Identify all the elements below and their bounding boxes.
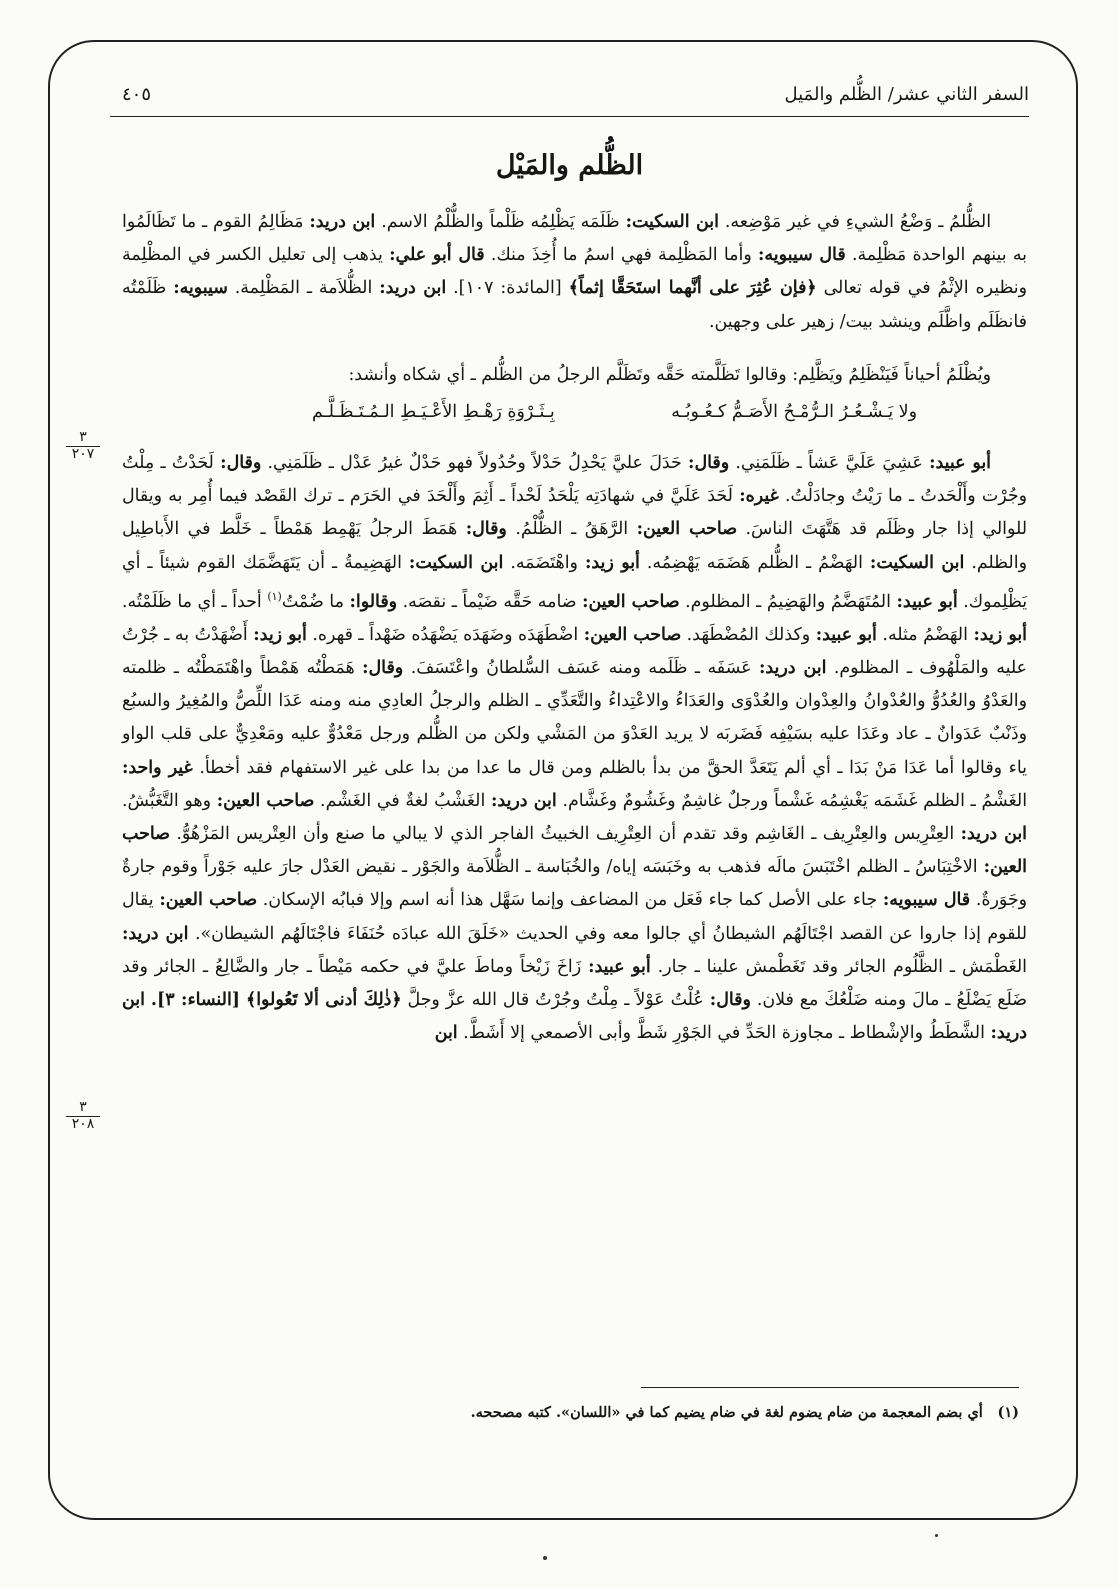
source-name: قال أبو علي: bbox=[389, 245, 485, 266]
text-run: الرَّهَقُ ـ الظُّلْمُ. bbox=[515, 519, 629, 540]
text-run: أحداً ـ أي ما ظَلَمْتُه. bbox=[122, 591, 262, 612]
text-run: هَمَطَ الرجلُ يَهْمِط هَمْطاً ـ خَلَّط في الأَباطِيل والظلم. bbox=[122, 519, 1027, 573]
text-run: الغَطْمَش ـ الظَّلُوم الجائر وقد تَغَطْمش علينا ـ جار. bbox=[657, 956, 1027, 977]
source-name: قال سيبويه: bbox=[758, 245, 846, 266]
paragraph-2: ويُظْلَمُ أحياناً فَيَنْظَلِمُ ويَظَّلِم: وقالوا تَظَلَّمته حَقَّه وتَظَلَّم الرجلُ من الظُّلم ـ أي شكاه وأنشد: bbox=[348, 364, 991, 385]
quran-reference: [النساء: ٣]. bbox=[150, 990, 241, 1011]
source-name: صاحب العين: bbox=[216, 790, 315, 811]
source-name: أبو زيد: bbox=[973, 624, 1027, 645]
margin-reference-1 bbox=[66, 430, 100, 462]
text-run: عَشِيَ عَلَيَّ عَشاً ـ ظَلَمَنِي. bbox=[735, 453, 923, 474]
footnote-number: (١) bbox=[997, 1404, 1019, 1421]
footnote-rule bbox=[641, 1387, 1019, 1388]
source-name: أبو عبيد: bbox=[929, 453, 991, 474]
text-run: هَمَطْتُه هَمْطاً واهْتَمَطْتُه ـ ظلمته والعَدْوُ والعُدُوُّ والعُدْوانُ والعِدْوان والعُدْوَى والعَدَاءُ والاعْتِداءُ والتَّعَدِّي ـ الظلم والرجلُ العادِي منه ومنه عَدَا اللِّصُّ والمُغِيرُ والسبُع وذَنْبٌ عَدَوانٌ ـ عاد وعَدَا عليه بسَيْفِه فَضَربَه لا يريد العَدْوَ من المَشْي ولكن من الظُّلم ورجل مَعْدُوٌّ عليه ومَعْدِيٌّ على قلب الواو ياء وقالوا أما عَدَا مَنْ بَدَا ـ أي ألم يَتَعَدَّ الحقَّ من بدأ بالظلم ومن قال ما عدا من بدا على غير الاستفهام فقد أخطأ. bbox=[122, 658, 1028, 778]
source-name: غيره: bbox=[739, 486, 779, 507]
source-name: صاحب العين: bbox=[636, 519, 737, 540]
source-name: ابن دريد: bbox=[491, 790, 557, 811]
source-name: قال سيبويه: bbox=[882, 890, 971, 911]
header-rule bbox=[110, 116, 1029, 117]
text-run: الهَضْمُ مثله. bbox=[882, 624, 968, 645]
source-name: ابن دريد: bbox=[309, 212, 376, 232]
source-name: وقال: bbox=[709, 990, 751, 1011]
text-run: وهو التَّغَبُّشُ. bbox=[122, 790, 211, 811]
footnote-text: أي بضم المعجمة من ضام يضوم لغة في ضام يضيم كما في «اللسان». كتبه مصححه. bbox=[470, 1404, 983, 1421]
text-run: المُتَهَضَّمُ والهَضِيمُ ـ المظلوم. bbox=[685, 591, 891, 612]
margin-ref-volume: ٣ bbox=[66, 1100, 100, 1117]
text-run: الهَضْمُ ـ الظُّلم هَضَمَه يَهْضِمُه. bbox=[646, 552, 863, 573]
text-run: حَدَلَ عليَّ يَحْدِلُ حَدْلاً وحُدُولاً فهو حَدْلٌ غيرُ عَدْل ـ ظَلَمَنِي. bbox=[267, 453, 682, 474]
source-name: أبو عبيد: bbox=[815, 624, 877, 645]
source-name: وقالوا: bbox=[349, 591, 398, 612]
text-run: الهَضِيمةُ ـ أن يَتَهَضَّمَك القوم شيئاً ـ أي يَظْلِموك. bbox=[122, 552, 1028, 612]
margin-reference-2 bbox=[66, 1100, 100, 1132]
margin-ref-page: ٢٠٧ bbox=[71, 446, 95, 462]
margin-ref-page: ٢٠٨ bbox=[71, 1116, 95, 1132]
scan-speck bbox=[543, 1556, 547, 1560]
source-name: وقال: bbox=[362, 658, 404, 679]
source-name: ابن السكيت: bbox=[869, 552, 965, 573]
paragraph-3 bbox=[122, 447, 1027, 1050]
source-name: صاحب العين: bbox=[159, 890, 257, 911]
text-run: وكذلك المُضْطَهَد. bbox=[686, 624, 811, 645]
text-run: الشَّطَطُ والإشْطاط ـ مجاوزة الحَدِّ في الجَوْرِ شَطَّ وأبى الأصمعي إلا أَشَطَّ. bbox=[463, 1023, 985, 1044]
source-name: ابن دريد: bbox=[758, 658, 827, 679]
text-run: الاخْتِبَاسُ ـ الظلم اخْتَبَسَ مالَه فذهب به وخَبَسَه إياه/ والخُبَاسة ـ الظُّلاَمة والجَوْر ـ نقيض العَدْل جارَ عليه جَوْراً وقوم جارةٌ وجَوَرةٌ. bbox=[122, 857, 1028, 911]
quran-quote: ﴿فإن عُثِرَ على أنَّهما استَحَقَّا إثماً﴾ bbox=[568, 278, 817, 299]
page-number: ٤٠٥ bbox=[122, 84, 152, 105]
source-name: وقال: bbox=[688, 453, 730, 474]
text-run: جاء على الأصل كما جاء فَعَل من المضاعف وإنما سَهَّل هذا أنه اسم وإلا فبابُه الإسكان. bbox=[262, 890, 878, 911]
source-name: وقال: bbox=[465, 519, 507, 540]
footnote bbox=[110, 1402, 1019, 1424]
text-run: لَحَدَ عَلَيَّ في شهادَتِه يَلْحَدُ لَحْداً ـ أَثِمَ وأَلْحَدَ في الحَرَم ـ ترك القَصْد فيما أُمِر به ويقال للوالي إذا جار وظَلَم قد هَتَّهَتَ الناسَ. bbox=[122, 486, 1028, 540]
running-head bbox=[110, 84, 1029, 116]
text-run: أَضْهَدْتُ به ـ جُرْتُ عليه والمَلْهُوف ـ المظلوم. bbox=[122, 624, 1027, 679]
source-name: ابن السكيت: bbox=[625, 212, 719, 232]
text-run: اضْطَهَدَه وضَهَدَه يَضْهَدُه ضَهْداً ـ قهره. bbox=[312, 624, 579, 645]
text-run: العِتْرِيس والعِتْرِيف ـ الغَاشِم وقد تقدم أن العِتْرِيف الخبيثُ الفاجر الذي لا يبالي ما صنع وأن العِتْريس المَزْهُوُّ. bbox=[176, 824, 955, 845]
source-name: ابن دريد: bbox=[122, 923, 189, 944]
text-run: زَاخَ زَيْخاً وماطَ عليَّ في حكمه مَيْطاً ـ جار والضَّالِعُ ـ الجائر وقد ضَلَع يَضْلَعُ ـ مالَ ومنه ضَلْعُكَ مع فلان. bbox=[122, 956, 1028, 1011]
source-name: ابن السكيت: bbox=[408, 552, 504, 573]
margin-ref-volume: ٣ bbox=[66, 430, 100, 447]
text-run: ظَلَمْتُه فانظَلَم واظَّلَم وينشد بيت/ زهير على وجهين. bbox=[122, 278, 1027, 332]
source-name: أبو زيد: bbox=[253, 624, 307, 645]
source-name: أبو عبيد: bbox=[896, 591, 958, 612]
text-run: ظَلَمَه يَظْلِمُه ظَلْماً والظُّلْمُ الاسم. bbox=[381, 212, 620, 232]
text-run: الظُّلاَمة ـ المَظْلِمة. bbox=[234, 278, 373, 299]
source-name: وقال: bbox=[220, 453, 262, 474]
text-run: الغَشْبُ لغةٌ في الغَشْم. bbox=[320, 790, 486, 811]
source-name: صاحب العين: bbox=[122, 824, 1028, 878]
text-run: ما ضُمْتُ bbox=[281, 591, 344, 612]
text-run: عُلْتُ عَوْلاً ـ مِلْتُ وجُرْتُ قال الله عزَّ وجلَّ bbox=[407, 990, 704, 1011]
scan-speck bbox=[935, 1534, 938, 1537]
source-name: غير واحد: bbox=[122, 757, 193, 778]
text-run: يقال للقوم إذا جاروا عن القصد اجْتَالَهُم الشيطانُ أي جالوا معه وفي الحديث «خَلَقَ الله عبادَه حُنَفَاءَ فاجْتَالَهُم الشيطان». bbox=[122, 890, 1028, 944]
text-run: الظُّلمُ ـ وَضْعُ الشيءِ في غير مَوْضِعه. bbox=[724, 212, 992, 232]
spacer bbox=[122, 339, 1027, 359]
text-run: [المائدة: ١٠٧]. bbox=[453, 278, 562, 299]
footnote-marker[interactable]: (١) bbox=[267, 589, 282, 603]
running-head-title: السفر الثاني عشر/ الظُّلم والمَيل bbox=[784, 84, 1029, 105]
text-run: وأما المَظْلِمة فهي اسمُ ما أُخِذَ منك. bbox=[490, 245, 752, 266]
source-name: سيبويه: bbox=[173, 278, 228, 299]
source-name: ابن دريد: bbox=[960, 824, 1027, 845]
verse-first-hemistich: ولا يَـشْـعُـرُ الـرُّمْـحُ الأَصَـمُّ كـعُـوبُـه bbox=[671, 402, 917, 423]
text-run: ضامه حَقَّه ضَيْماً ـ نقصَه. bbox=[402, 591, 577, 612]
source-name: أبو عبيد: bbox=[588, 956, 651, 977]
text-run: لَحَدْتُ ـ مِلْتُ وجُرْت وأَلْحَدتُ ـ ما رَيْتُ وجادَلْتُ. bbox=[122, 453, 1028, 507]
source-name: ابن دريد: bbox=[122, 990, 1027, 1044]
verse-second-hemistich: بِـثَـرْوَةِ رَهْـطِ الأَعْـيَـطِ الـمُـتَـظَـلَّـم bbox=[312, 402, 555, 423]
main-text bbox=[122, 206, 1027, 1050]
source-name: أبو زيد: bbox=[584, 552, 640, 573]
source-name: صاحب العين: bbox=[582, 591, 680, 612]
source-name: ابن دريد: bbox=[379, 278, 447, 299]
text-run: الغَشْمُ ـ الظلم غَشَمَه يَغْشِمُه غَشْماً ورجلٌ غاشِمٌ وغَشُومٌ وغَشَّام. bbox=[562, 790, 1028, 811]
source-name: ابن bbox=[434, 1023, 458, 1044]
text-run: يذهب إلى تعليل الكسر في المظْلِمة ونظيره الإثْمُ في قوله تعالى bbox=[122, 245, 1028, 299]
text-run: مَظَالِمُ القوم ـ ما تَظَالَمُوا به بينهم الواحدة مَظْلِمة. bbox=[122, 212, 1027, 266]
poetry-verse bbox=[122, 396, 1027, 429]
text-run: واهْتَضَمَه. bbox=[510, 552, 578, 573]
text-run: عَسَفَه ـ ظَلَمه ومنه عَسَف السُّلطانُ واعْتَسَفَ. bbox=[410, 658, 752, 679]
chapter-title: الظُّلم والمَيْل bbox=[495, 150, 644, 181]
quran-quote: ﴿ذٰلِكَ أدنى ألا تَعُولوا﴾ bbox=[246, 990, 402, 1011]
source-name: صاحب العين: bbox=[583, 624, 682, 645]
paragraph-1 bbox=[122, 206, 1027, 339]
